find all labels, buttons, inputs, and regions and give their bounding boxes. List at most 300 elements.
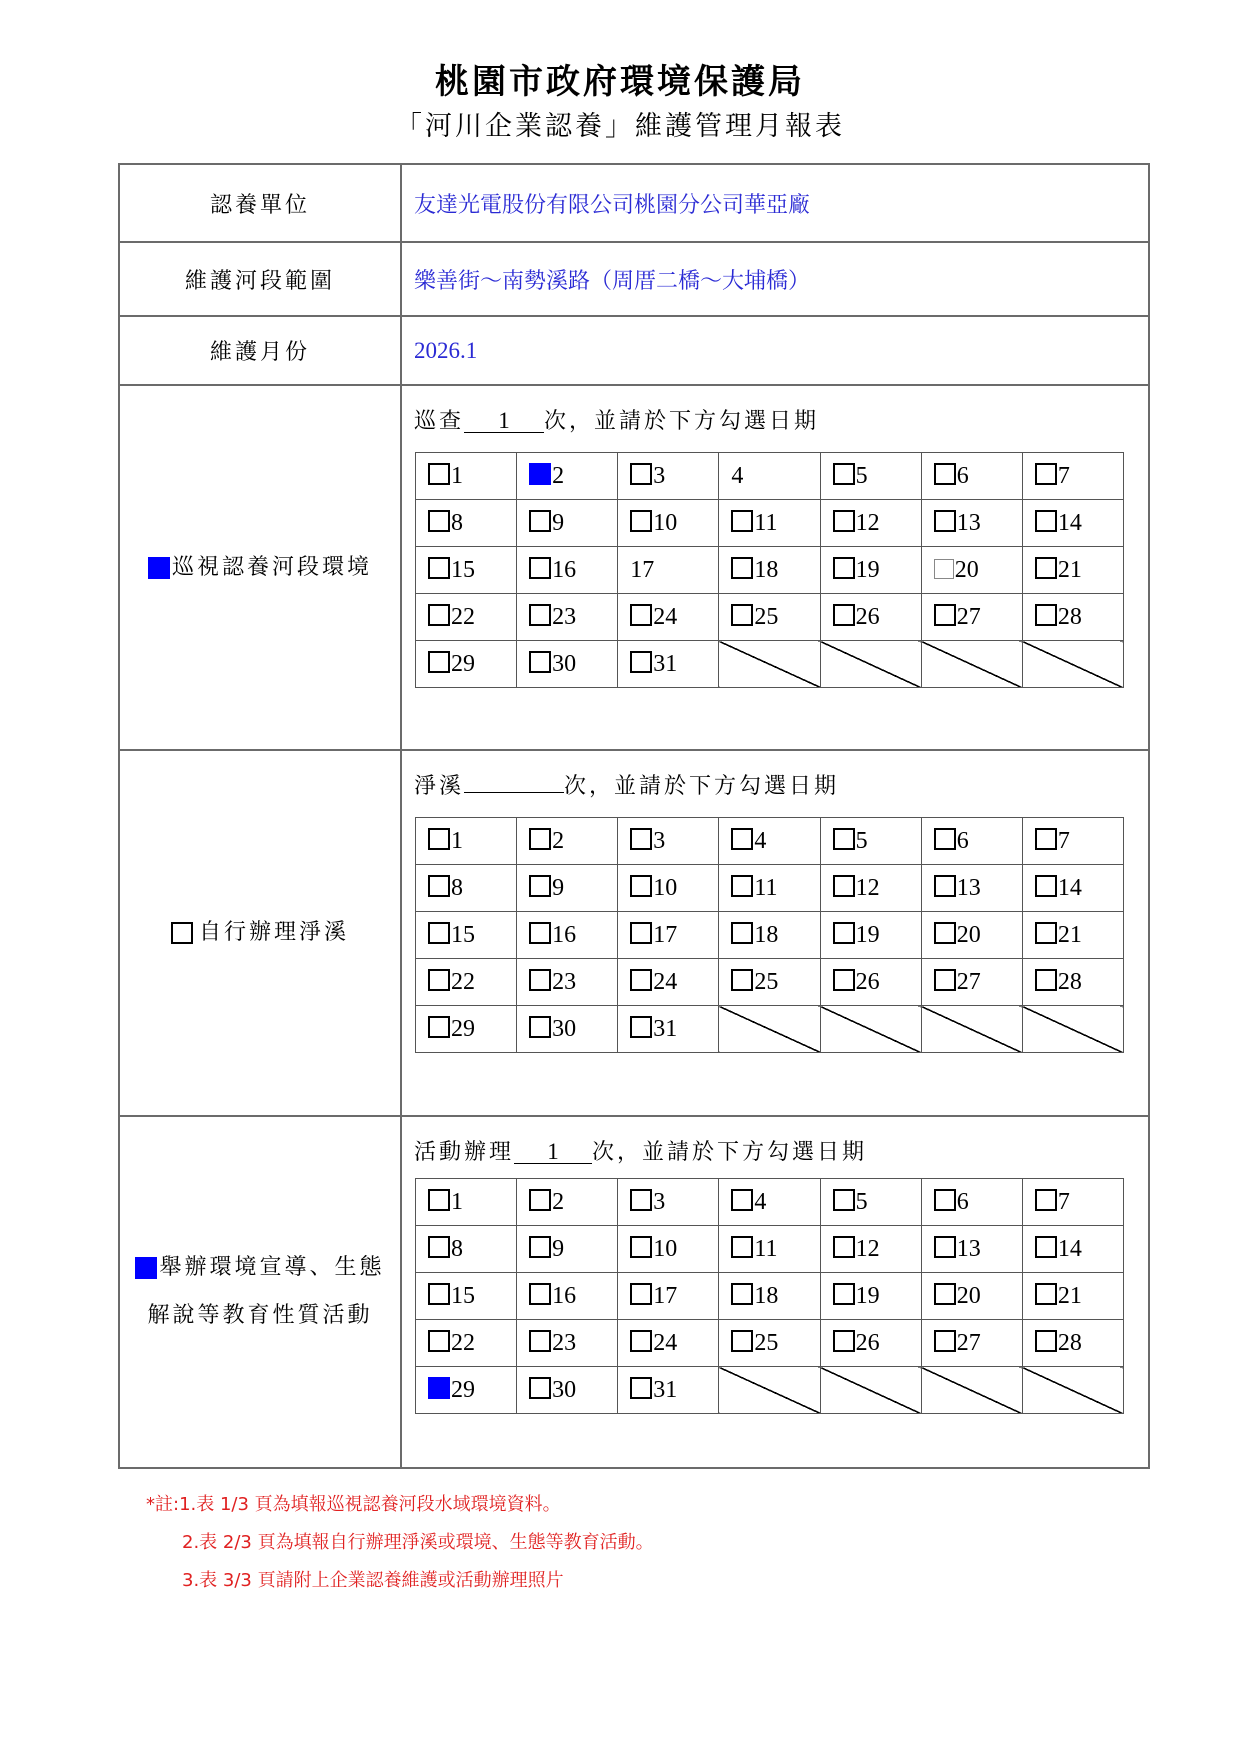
checkbox-icon[interactable] bbox=[833, 463, 855, 485]
checkbox-icon[interactable] bbox=[529, 1330, 551, 1352]
date-number: 4 bbox=[754, 1188, 767, 1215]
date-number: 1 bbox=[451, 1188, 463, 1215]
checkbox-icon[interactable] bbox=[630, 969, 652, 991]
date-cell[interactable] bbox=[921, 453, 1022, 500]
section-label-text: 解說等教育性質活動 bbox=[147, 1303, 373, 1328]
date-cell[interactable] bbox=[719, 865, 820, 912]
date-cell[interactable] bbox=[618, 453, 719, 500]
date-cell[interactable] bbox=[618, 1226, 719, 1273]
date-number: 17 bbox=[653, 1282, 678, 1309]
date-cell[interactable] bbox=[517, 1320, 618, 1367]
date-cell[interactable] bbox=[921, 1320, 1022, 1367]
date-number: 26 bbox=[855, 1329, 880, 1356]
checkbox-icon[interactable] bbox=[934, 1283, 956, 1305]
date-cell[interactable] bbox=[921, 547, 1022, 594]
checkbox-icon[interactable] bbox=[934, 1236, 956, 1258]
checkbox-icon[interactable] bbox=[1035, 463, 1057, 485]
date-number: 2 bbox=[552, 827, 565, 854]
checkbox-icon[interactable] bbox=[428, 651, 450, 673]
date-number: 9 bbox=[552, 1235, 565, 1262]
date-number: 21 bbox=[1057, 921, 1082, 948]
checkbox-icon[interactable] bbox=[630, 1330, 652, 1352]
date-number: 25 bbox=[754, 603, 779, 630]
date-cell[interactable] bbox=[618, 1006, 719, 1053]
checkbox-icon[interactable] bbox=[428, 1236, 450, 1258]
checkbox-icon[interactable] bbox=[934, 463, 956, 485]
checkbox-icon[interactable] bbox=[630, 875, 652, 897]
section-label-text: 自行辦理淨溪 bbox=[198, 920, 349, 945]
date-cell[interactable] bbox=[719, 594, 820, 641]
date-cell[interactable] bbox=[719, 500, 820, 547]
date-cell[interactable] bbox=[1022, 453, 1123, 500]
date-number: 8 bbox=[451, 1235, 463, 1262]
date-cell[interactable] bbox=[517, 594, 618, 641]
date-cell[interactable] bbox=[618, 1320, 719, 1367]
checkbox-icon[interactable] bbox=[630, 1016, 652, 1038]
count-line bbox=[414, 404, 819, 435]
month-value[interactable]: 2026.1 bbox=[414, 337, 478, 363]
checkbox-icon[interactable] bbox=[833, 604, 855, 626]
date-number: 26 bbox=[855, 968, 880, 995]
date-cell[interactable] bbox=[416, 1006, 517, 1053]
date-grid-row bbox=[416, 1367, 1124, 1414]
date-cell[interactable] bbox=[1022, 1273, 1123, 1320]
date-cell[interactable] bbox=[719, 1273, 820, 1320]
date-number: 14 bbox=[1057, 509, 1082, 536]
date-cell[interactable] bbox=[820, 1320, 921, 1367]
date-cell[interactable] bbox=[820, 1179, 921, 1226]
checkbox-icon[interactable] bbox=[833, 510, 855, 532]
checkbox-icon[interactable] bbox=[428, 510, 450, 532]
checkbox-icon[interactable] bbox=[1035, 1330, 1057, 1352]
checkbox-icon[interactable] bbox=[529, 1377, 551, 1399]
date-cell[interactable] bbox=[921, 912, 1022, 959]
date-number: 5 bbox=[855, 1188, 868, 1215]
date-cell[interactable] bbox=[416, 641, 517, 688]
date-number: 13 bbox=[956, 874, 981, 901]
date-number: 27 bbox=[956, 1329, 981, 1356]
empty-date-cell bbox=[719, 641, 820, 688]
note-item: 3.表 3/3 頁請附上企業認養維護或活動辦理照片 bbox=[182, 1570, 564, 1591]
date-cell[interactable] bbox=[1022, 547, 1123, 594]
date-cell[interactable] bbox=[719, 818, 820, 865]
date-number: 21 bbox=[1057, 556, 1082, 583]
checkbox-icon[interactable] bbox=[529, 651, 551, 673]
checkbox-icon[interactable] bbox=[630, 922, 652, 944]
count-input[interactable]: 1 bbox=[514, 1141, 592, 1164]
date-cell[interactable] bbox=[416, 912, 517, 959]
date-number: 22 bbox=[451, 603, 475, 630]
count-prefix: 淨溪 bbox=[414, 774, 465, 799]
checked-checkbox-icon[interactable] bbox=[529, 463, 551, 485]
checkbox-icon[interactable] bbox=[731, 828, 753, 850]
date-cell[interactable] bbox=[820, 453, 921, 500]
checkbox-icon[interactable] bbox=[934, 828, 956, 850]
checkbox-icon[interactable] bbox=[833, 1283, 855, 1305]
date-number: 23 bbox=[552, 968, 577, 995]
date-number: 7 bbox=[1057, 462, 1070, 489]
checkbox-icon[interactable] bbox=[1035, 828, 1057, 850]
checkbox-icon[interactable] bbox=[1035, 922, 1057, 944]
date-cell[interactable] bbox=[820, 1226, 921, 1273]
date-number: 20 bbox=[954, 556, 979, 583]
date-cell[interactable] bbox=[719, 959, 820, 1006]
checkbox-icon[interactable] bbox=[1035, 875, 1057, 897]
checked-checkbox-icon[interactable] bbox=[135, 1257, 157, 1279]
date-number: 25 bbox=[754, 1329, 779, 1356]
checkbox-icon[interactable] bbox=[630, 1283, 652, 1305]
date-cell[interactable] bbox=[517, 1006, 618, 1053]
checkbox-icon[interactable] bbox=[529, 1189, 551, 1211]
checkbox-icon[interactable] bbox=[731, 1236, 753, 1258]
date-grid-row bbox=[416, 547, 1124, 594]
date-number: 12 bbox=[855, 1235, 880, 1262]
date-cell[interactable] bbox=[921, 500, 1022, 547]
date-number: 31 bbox=[653, 650, 678, 677]
page-title: 桃園市政府環境保護局 bbox=[435, 62, 805, 102]
checkbox-icon[interactable] bbox=[428, 828, 450, 850]
empty-date-cell bbox=[820, 641, 921, 688]
adopter-value[interactable]: 友達光電股份有限公司桃園分公司華亞廠 bbox=[414, 192, 811, 218]
date-cell[interactable] bbox=[618, 500, 719, 547]
date-cell[interactable] bbox=[820, 865, 921, 912]
date-cell[interactable] bbox=[618, 1179, 719, 1226]
river-section-value[interactable]: 樂善街～南勢溪路（周厝二橋～大埔橋） bbox=[414, 268, 811, 294]
date-number: 15 bbox=[451, 556, 475, 583]
date-cell[interactable] bbox=[820, 818, 921, 865]
date-number: 28 bbox=[1057, 603, 1082, 630]
date-cell[interactable] bbox=[719, 1226, 820, 1273]
empty-date-cell bbox=[820, 1006, 921, 1053]
checkbox-icon[interactable] bbox=[833, 828, 855, 850]
checkbox-icon[interactable] bbox=[428, 875, 450, 897]
checkbox-icon[interactable] bbox=[428, 1283, 450, 1305]
date-number: 19 bbox=[855, 921, 880, 948]
section-content bbox=[402, 1117, 1148, 1467]
date-number: 11 bbox=[754, 1235, 778, 1262]
date-cell[interactable] bbox=[719, 453, 820, 500]
empty-date-cell bbox=[719, 1367, 820, 1414]
date-number: 13 bbox=[956, 1235, 981, 1262]
date-number: 20 bbox=[956, 1282, 981, 1309]
checkbox-icon[interactable] bbox=[630, 510, 652, 532]
date-cell[interactable] bbox=[416, 1320, 517, 1367]
date-number: 25 bbox=[754, 968, 779, 995]
checkbox-icon[interactable] bbox=[529, 1236, 551, 1258]
date-grid-row bbox=[416, 1273, 1124, 1320]
checkbox-icon[interactable] bbox=[630, 828, 652, 850]
checkbox-icon[interactable] bbox=[934, 1189, 956, 1211]
checkbox-icon[interactable] bbox=[934, 604, 956, 626]
checkbox-icon[interactable] bbox=[934, 510, 956, 532]
date-cell[interactable] bbox=[517, 453, 618, 500]
checkbox-icon[interactable] bbox=[934, 969, 956, 991]
date-cell[interactable] bbox=[719, 547, 820, 594]
date-cell[interactable] bbox=[719, 1320, 820, 1367]
section-label-text: 巡視認養河段環境 bbox=[171, 554, 372, 580]
date-number: 28 bbox=[1057, 1329, 1082, 1356]
checkbox-icon[interactable] bbox=[731, 1283, 753, 1305]
checkbox-icon[interactable] bbox=[1035, 1283, 1057, 1305]
count-prefix: 活動辦理 bbox=[414, 1140, 515, 1165]
date-number: 22 bbox=[451, 1329, 475, 1356]
date-cell[interactable] bbox=[416, 865, 517, 912]
date-number: 14 bbox=[1057, 1235, 1082, 1262]
date-cell[interactable] bbox=[517, 1179, 618, 1226]
date-grid-row bbox=[416, 818, 1124, 865]
count-input[interactable]: 1 bbox=[464, 410, 544, 433]
date-cell[interactable] bbox=[1022, 959, 1123, 1006]
count-line bbox=[414, 769, 839, 800]
checkbox-icon[interactable] bbox=[731, 875, 753, 897]
checkbox-icon[interactable] bbox=[630, 651, 652, 673]
checkbox-icon[interactable] bbox=[630, 1189, 652, 1211]
date-number: 9 bbox=[552, 509, 565, 536]
date-cell[interactable] bbox=[1022, 818, 1123, 865]
checkbox-icon[interactable] bbox=[428, 1189, 450, 1211]
date-cell[interactable] bbox=[921, 1273, 1022, 1320]
date-cell[interactable] bbox=[517, 1226, 618, 1273]
date-number: 6 bbox=[956, 462, 969, 489]
checkbox-icon[interactable] bbox=[529, 510, 551, 532]
date-cell[interactable] bbox=[416, 1367, 517, 1414]
checkbox-icon[interactable] bbox=[1035, 557, 1057, 579]
checkbox-icon[interactable] bbox=[1035, 969, 1057, 991]
date-cell[interactable] bbox=[921, 959, 1022, 1006]
date-cell[interactable] bbox=[719, 912, 820, 959]
checked-checkbox-icon[interactable] bbox=[428, 1377, 450, 1399]
checkbox-icon[interactable] bbox=[934, 922, 956, 944]
date-cell[interactable] bbox=[1022, 1320, 1123, 1367]
checkbox-icon[interactable] bbox=[731, 510, 753, 532]
count-suffix: 次，並請於下方勾選日期 bbox=[564, 774, 840, 799]
checkbox-icon[interactable] bbox=[1035, 604, 1057, 626]
date-cell[interactable] bbox=[517, 500, 618, 547]
date-grid-row bbox=[416, 1179, 1124, 1226]
date-cell[interactable] bbox=[416, 547, 517, 594]
date-cell[interactable] bbox=[820, 959, 921, 1006]
checkbox-icon[interactable] bbox=[630, 1236, 652, 1258]
checkbox-icon[interactable] bbox=[529, 969, 551, 991]
count-input[interactable] bbox=[464, 792, 564, 793]
date-cell[interactable] bbox=[517, 1273, 618, 1320]
info-label: 認養單位 bbox=[120, 165, 402, 241]
date-number: 22 bbox=[451, 968, 475, 995]
checkbox-icon[interactable] bbox=[934, 875, 956, 897]
checkbox-icon[interactable] bbox=[833, 1330, 855, 1352]
date-number: 24 bbox=[653, 1329, 678, 1356]
date-number: 2 bbox=[552, 462, 565, 489]
date-cell[interactable] bbox=[517, 959, 618, 1006]
date-cell[interactable] bbox=[416, 818, 517, 865]
checkbox-icon[interactable] bbox=[428, 922, 450, 944]
checkbox-icon[interactable] bbox=[833, 1236, 855, 1258]
date-number: 27 bbox=[956, 968, 981, 995]
date-cell[interactable] bbox=[416, 1226, 517, 1273]
date-number: 18 bbox=[754, 1282, 779, 1309]
date-cell[interactable] bbox=[1022, 865, 1123, 912]
checkbox-icon[interactable] bbox=[428, 1330, 450, 1352]
date-number: 30 bbox=[552, 650, 577, 677]
date-number: 28 bbox=[1057, 968, 1082, 995]
date-cell[interactable] bbox=[921, 818, 1022, 865]
date-number: 1 bbox=[451, 462, 463, 489]
date-cell[interactable] bbox=[517, 912, 618, 959]
checkbox-icon[interactable] bbox=[1035, 1189, 1057, 1211]
checkbox-icon[interactable] bbox=[529, 604, 551, 626]
checkbox-icon[interactable] bbox=[731, 1189, 753, 1211]
date-cell[interactable] bbox=[618, 594, 719, 641]
date-number: 31 bbox=[653, 1015, 678, 1042]
date-cell[interactable] bbox=[416, 500, 517, 547]
checkbox-icon[interactable] bbox=[731, 922, 753, 944]
date-number: 27 bbox=[956, 603, 981, 630]
empty-date-cell bbox=[921, 641, 1022, 688]
checkbox-icon[interactable] bbox=[529, 875, 551, 897]
date-cell[interactable] bbox=[416, 1273, 517, 1320]
date-number: 8 bbox=[451, 509, 463, 536]
date-number: 5 bbox=[855, 827, 868, 854]
date-cell[interactable] bbox=[820, 500, 921, 547]
checkbox-icon[interactable] bbox=[630, 604, 652, 626]
date-number: 30 bbox=[552, 1015, 577, 1042]
date-cell[interactable] bbox=[618, 1367, 719, 1414]
date-cell[interactable] bbox=[1022, 500, 1123, 547]
date-number: 11 bbox=[754, 874, 778, 901]
date-cell[interactable] bbox=[921, 865, 1022, 912]
date-cell[interactable] bbox=[618, 641, 719, 688]
note-item: *註:1.表 1/3 頁為填報巡視認養河段水域環境資料。 bbox=[146, 1494, 561, 1515]
checkbox-icon[interactable] bbox=[529, 828, 551, 850]
date-cell[interactable] bbox=[618, 1273, 719, 1320]
date-cell[interactable] bbox=[517, 1367, 618, 1414]
date-number: 17 bbox=[630, 556, 655, 583]
empty-date-cell bbox=[1022, 1367, 1123, 1414]
date-number: 11 bbox=[754, 509, 778, 536]
date-cell[interactable] bbox=[517, 865, 618, 912]
date-cell[interactable] bbox=[1022, 594, 1123, 641]
empty-date-cell bbox=[921, 1367, 1022, 1414]
checkbox-icon[interactable] bbox=[1035, 1236, 1057, 1258]
checkbox-icon[interactable] bbox=[833, 875, 855, 897]
checkbox-icon[interactable] bbox=[529, 557, 551, 579]
date-cell[interactable] bbox=[1022, 1179, 1123, 1226]
empty-date-cell bbox=[1022, 641, 1123, 688]
date-cell[interactable] bbox=[921, 594, 1022, 641]
count-line bbox=[414, 1135, 867, 1166]
date-cell[interactable] bbox=[820, 1273, 921, 1320]
checkbox-icon[interactable] bbox=[934, 1330, 956, 1352]
count-prefix: 巡查 bbox=[414, 409, 465, 434]
info-row-river-section bbox=[120, 243, 1148, 317]
date-grid-row bbox=[416, 959, 1124, 1006]
date-number: 23 bbox=[552, 603, 577, 630]
checkbox-icon[interactable] bbox=[731, 969, 753, 991]
checkbox-icon[interactable] bbox=[428, 463, 450, 485]
date-cell[interactable] bbox=[416, 453, 517, 500]
checkbox-icon[interactable] bbox=[428, 604, 450, 626]
date-number: 26 bbox=[855, 603, 880, 630]
date-cell[interactable] bbox=[416, 1179, 517, 1226]
date-grid-row bbox=[416, 594, 1124, 641]
checkbox-icon[interactable] bbox=[428, 1016, 450, 1038]
date-number: 12 bbox=[855, 509, 880, 536]
date-number: 10 bbox=[653, 509, 678, 536]
date-number: 3 bbox=[653, 462, 666, 489]
checkbox-icon[interactable] bbox=[833, 1189, 855, 1211]
checkbox-icon[interactable] bbox=[529, 1283, 551, 1305]
date-number: 29 bbox=[451, 1376, 475, 1403]
checkbox-icon[interactable] bbox=[428, 969, 450, 991]
date-grid-row bbox=[416, 641, 1124, 688]
date-cell[interactable] bbox=[921, 1226, 1022, 1273]
empty-date-cell bbox=[719, 1006, 820, 1053]
count-suffix: 次，並請於下方勾選日期 bbox=[544, 409, 820, 434]
date-cell[interactable] bbox=[618, 865, 719, 912]
date-grid bbox=[415, 1178, 1124, 1414]
checkbox-icon[interactable] bbox=[833, 922, 855, 944]
date-grid-row bbox=[416, 1320, 1124, 1367]
date-grid-row bbox=[416, 1006, 1124, 1053]
date-number: 18 bbox=[754, 921, 779, 948]
date-cell[interactable] bbox=[1022, 1226, 1123, 1273]
checkbox-icon[interactable] bbox=[731, 604, 753, 626]
checkbox-icon[interactable] bbox=[1035, 510, 1057, 532]
date-cell[interactable] bbox=[618, 818, 719, 865]
date-cell[interactable] bbox=[517, 818, 618, 865]
checkbox-icon[interactable] bbox=[171, 922, 193, 944]
checkbox-icon[interactable] bbox=[630, 1377, 652, 1399]
date-cell[interactable] bbox=[517, 547, 618, 594]
checkbox-icon[interactable] bbox=[529, 1016, 551, 1038]
date-number: 16 bbox=[552, 556, 577, 583]
date-cell[interactable] bbox=[820, 547, 921, 594]
date-number: 6 bbox=[956, 827, 969, 854]
date-cell[interactable] bbox=[618, 959, 719, 1006]
checkbox-icon[interactable] bbox=[428, 557, 450, 579]
date-cell[interactable] bbox=[719, 1179, 820, 1226]
section-label bbox=[120, 386, 402, 749]
date-cell[interactable] bbox=[416, 959, 517, 1006]
checkbox-icon[interactable] bbox=[529, 922, 551, 944]
date-number: 17 bbox=[653, 921, 678, 948]
checkbox-icon[interactable] bbox=[731, 1330, 753, 1352]
date-cell[interactable] bbox=[820, 594, 921, 641]
date-cell[interactable] bbox=[921, 1179, 1022, 1226]
checkbox-icon[interactable] bbox=[934, 559, 954, 579]
checkbox-icon[interactable] bbox=[833, 969, 855, 991]
checked-checkbox-icon[interactable] bbox=[148, 557, 170, 579]
date-cell[interactable] bbox=[618, 912, 719, 959]
checkbox-icon[interactable] bbox=[833, 557, 855, 579]
notes bbox=[146, 1486, 654, 1600]
section-cleanup bbox=[120, 751, 1148, 1117]
date-number: 19 bbox=[855, 1282, 880, 1309]
section-label-text: 舉辦環境宣導、生態 bbox=[159, 1255, 385, 1280]
date-number: 10 bbox=[653, 1235, 678, 1262]
date-cell[interactable] bbox=[820, 912, 921, 959]
date-cell[interactable] bbox=[416, 594, 517, 641]
date-cell[interactable] bbox=[517, 641, 618, 688]
checkbox-icon[interactable] bbox=[630, 463, 652, 485]
date-number: 15 bbox=[451, 1282, 475, 1309]
date-cell[interactable] bbox=[1022, 912, 1123, 959]
checkbox-icon[interactable] bbox=[731, 557, 753, 579]
date-number: 12 bbox=[855, 874, 880, 901]
section-activity bbox=[120, 1117, 1148, 1467]
date-cell[interactable] bbox=[618, 547, 719, 594]
date-grid-row bbox=[416, 865, 1124, 912]
